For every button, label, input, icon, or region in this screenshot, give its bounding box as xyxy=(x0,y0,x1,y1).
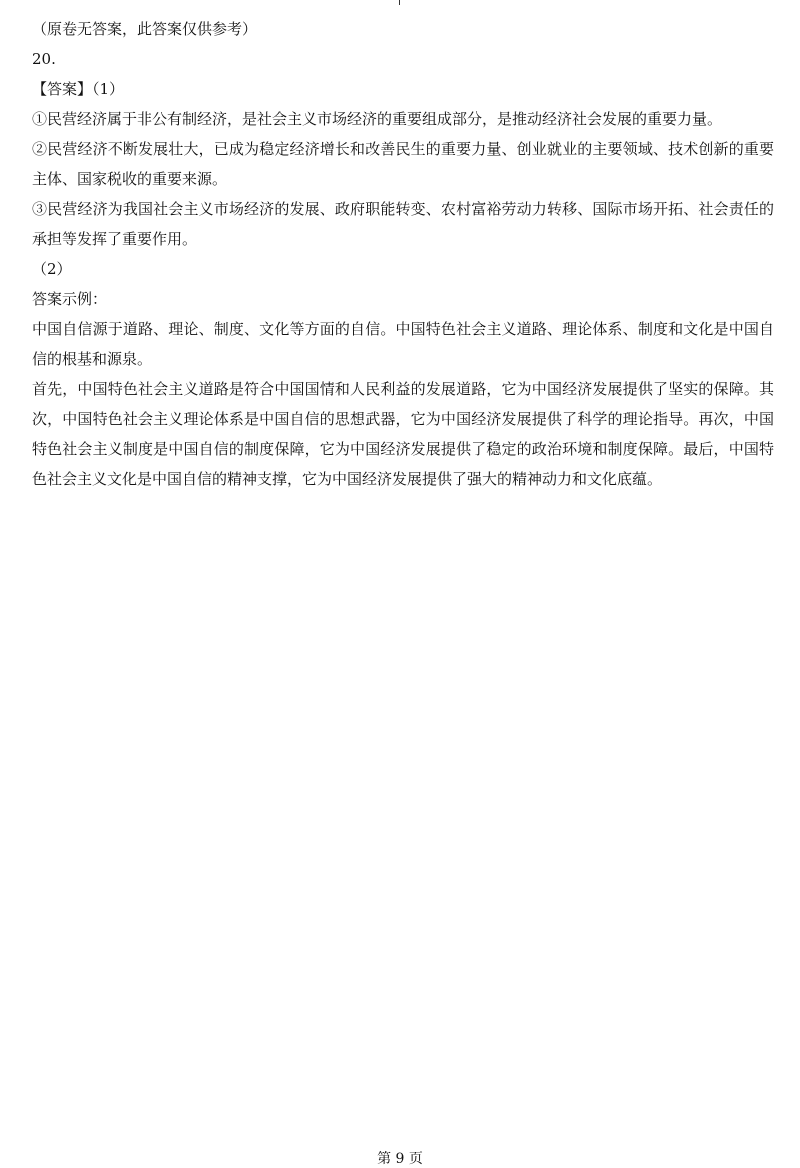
part1-item3: ③民营经济为我国社会主义市场经济的发展、政府职能转变、农村富裕劳动力转移、国际市场开拓、社会责任的承担等发挥了重要作用。 xyxy=(32,200,774,248)
answer-example-label: 答案示例： xyxy=(32,290,108,308)
answer-content xyxy=(32,14,774,494)
part1-item2: ②民营经济不断发展壮大，已成为稳定经济增长和改善民生的重要力量、创业就业的主要领域、技术创新的重要主体、国家税收的重要来源。 xyxy=(32,140,774,188)
page-number: 第 9 页 xyxy=(377,1151,423,1167)
question-number: 20. xyxy=(32,50,56,68)
header-note: （原卷无答案，此答案仅供参考） xyxy=(32,20,258,38)
part2-label: （2） xyxy=(32,260,72,278)
part2-paragraph-2: 首先，中国特色社会主义道路是符合中国国情和人民利益的发展道路，它为中国经济发展提供了坚实的保障。其次，中国特色社会主义理论体系是中国自信的思想武器，它为中国经济发展提供了科学的理论指导。再次，中国特色社会主义制度是中国自信的制度保障，它为中国经济发展提供了稳定的政治环境和制度保障。最后，中国特色社会主义文化是中国自信的精神支撑，它为中国经济发展提供了强大的精神动力和文化底蕴。 xyxy=(32,380,774,488)
top-center-mark xyxy=(399,0,400,5)
answer-heading: 【答案】（1） xyxy=(32,80,125,98)
part1-item1: ①民营经济属于非公有制经济，是社会主义市场经济的重要组成部分，是推动经济社会发展的重要力量。 xyxy=(32,110,723,128)
part2-paragraph-1: 中国自信源于道路、理论、制度、文化等方面的自信。中国特色社会主义道路、理论体系、制度和文化是中国自信的根基和源泉。 xyxy=(32,320,774,368)
